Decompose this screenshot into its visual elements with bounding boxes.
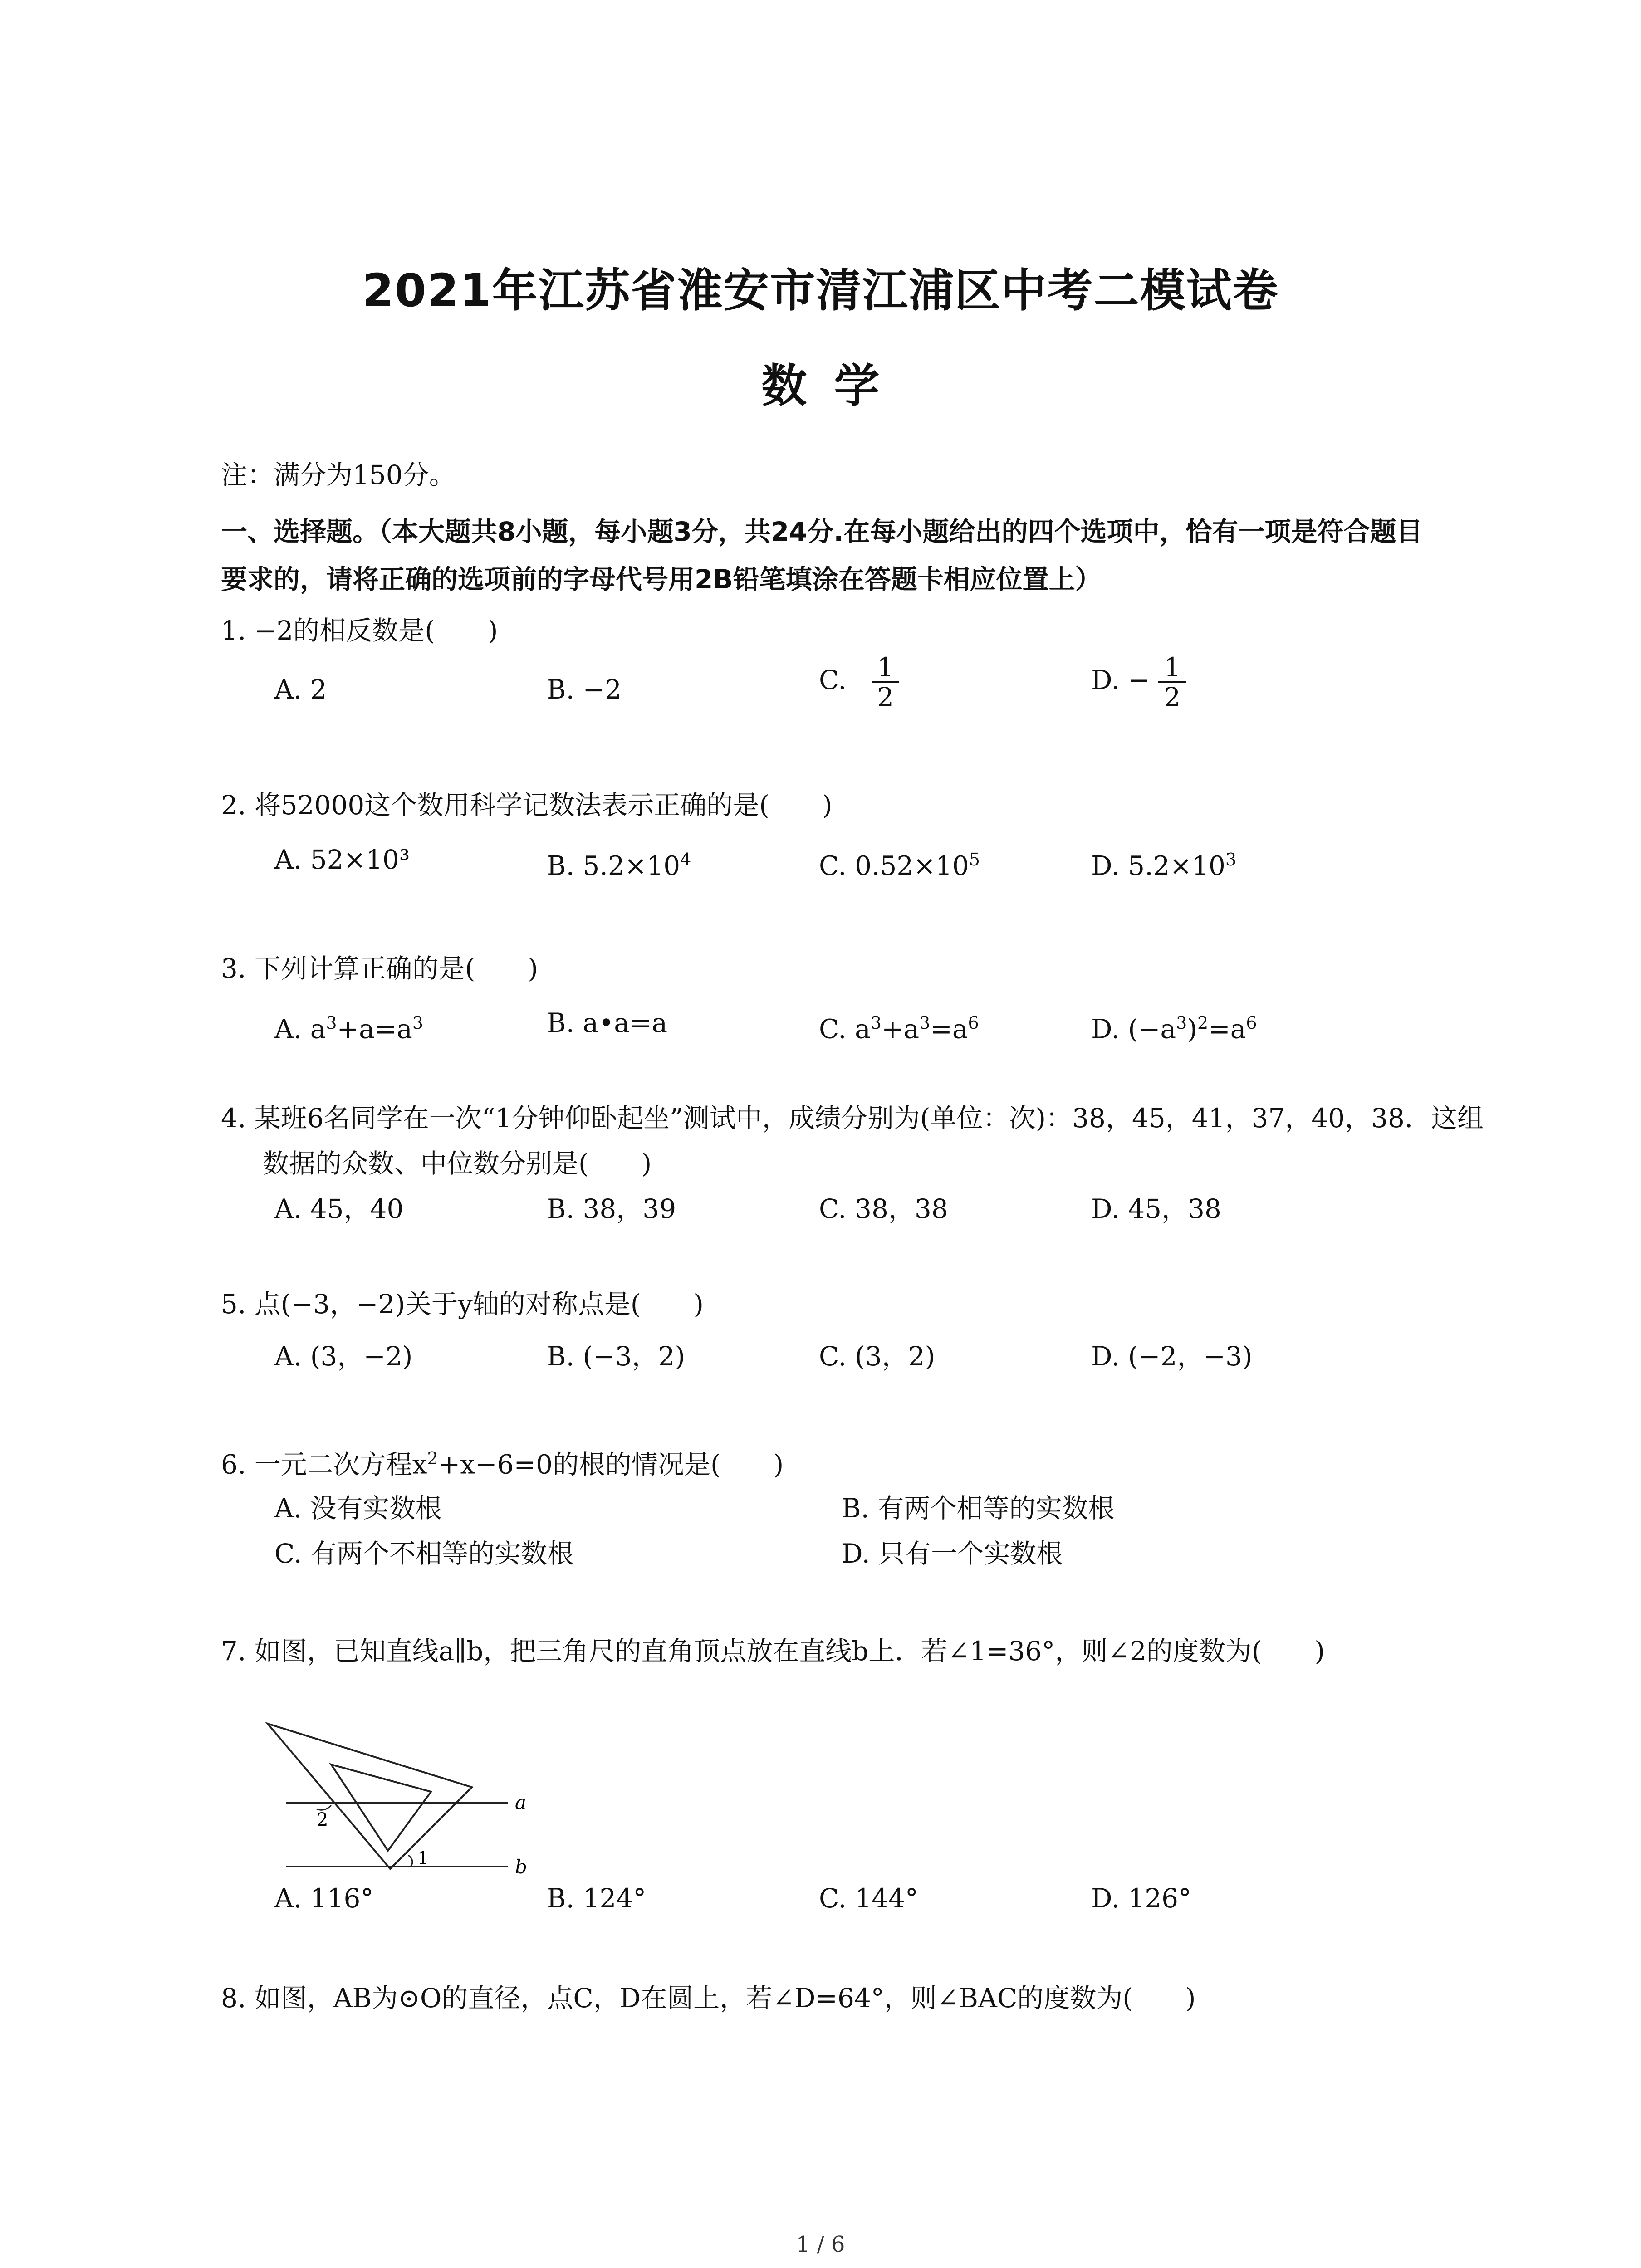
q6-stem [221, 1436, 784, 1487]
q7-inner-triangle [331, 1765, 431, 1851]
q1-option-a: A. 2 [274, 674, 327, 705]
q6-stem-part1: 6. 一元二次方程x [221, 1449, 427, 1480]
q1-option-c-fraction [872, 653, 899, 711]
q7-option-a: A. 116° [274, 1883, 374, 1914]
q1-c-numerator: 1 [872, 653, 899, 683]
q2-b-base: B. 5.2×10 [547, 850, 681, 881]
q7-outer-triangle [268, 1724, 472, 1869]
subject-title: 数学 [761, 359, 907, 412]
score-note: 注：满分为150分。 [221, 459, 456, 490]
q1-option-b: B. −2 [547, 674, 622, 705]
q4-option-d: D. 45，38 [1091, 1193, 1221, 1224]
q7-triangle-figure [263, 1715, 572, 1882]
q8-stem: 8. 如图，AB为⊙O的直径，点C，D在圆上，若∠D=64°，则∠BAC的度数为( ) [221, 1983, 1196, 2014]
q6-option-b: B. 有两个相等的实数根 [842, 1493, 1115, 1524]
q3-d-exp1: 3 [1176, 1013, 1187, 1033]
q3-a-exp2: 3 [412, 1013, 424, 1033]
q1-option-d [1091, 653, 1186, 711]
q5-option-a: A. (3，−2) [274, 1341, 413, 1372]
q3-c-part1: C. a [819, 1013, 871, 1045]
q1-option-c [819, 653, 899, 711]
q7-option-b: B. 124° [547, 1883, 647, 1914]
q3-d-part2: ) [1187, 1013, 1197, 1045]
q1-option-d-fraction [1158, 653, 1186, 711]
q1-c-denominator: 2 [877, 682, 894, 713]
q2-b-exponent: 4 [680, 850, 691, 870]
q6-option-c: C. 有两个不相等的实数根 [274, 1538, 574, 1569]
q5-option-c: C. (3，2) [819, 1341, 936, 1372]
q4-stem: 4. 某班6名同学在一次“1分钟仰卧起坐”测试中，成绩分别为(单位：次)：38，45，41，37，40，38．这组数据的众数、中位数分别是( ) [221, 1103, 1484, 1179]
q2-stem: 2. 将52000这个数用科学记数法表示正确的是( ) [221, 790, 833, 821]
q1-d-numerator: 1 [1158, 653, 1186, 683]
q3-d-exp2: 2 [1197, 1013, 1209, 1033]
q2-d-base: D. 5.2×10 [1091, 850, 1225, 881]
q4-option-b: B. 38，39 [547, 1193, 676, 1224]
q1-stem: 1. −2的相反数是( ) [221, 615, 498, 646]
section-heading: 一、选择题。（本大题共8小题，每小题3分，共24分.在每小题给出的四个选项中，恰有一项是符合题目要求的，请将正确的选项前的字母代号用2B铅笔填涂在答题卡相应位置上） [221, 516, 1423, 595]
q3-option-b: B. a•a=a [547, 1007, 668, 1038]
page-number: 1 / 6 [796, 2232, 845, 2257]
q3-d-part1: D. (−a [1091, 1013, 1176, 1045]
q3-stem: 3. 下列计算正确的是( ) [221, 953, 539, 984]
q1-d-denominator: 2 [1164, 682, 1181, 713]
q3-c-exp2: 3 [919, 1013, 931, 1033]
q4-option-c: C. 38，38 [819, 1193, 948, 1224]
q5-stem: 5. 点(−3，−2)关于y轴的对称点是( ) [221, 1289, 704, 1320]
q3-a-part1: A. a [274, 1013, 326, 1045]
q6-option-a: A. 没有实数根 [274, 1493, 442, 1524]
q2-option-c [819, 841, 980, 884]
q3-option-c [819, 1005, 979, 1047]
q7-option-c: C. 144° [819, 1883, 918, 1914]
q4-option-a: A. 45，40 [274, 1193, 404, 1224]
q3-d-exp3: 6 [1246, 1013, 1257, 1033]
q2-c-exponent: 5 [969, 850, 980, 870]
q7-angle-1-arc [408, 1855, 412, 1867]
q7-stem: 7. 如图，已知直线a∥b，把三角尺的直角顶点放在直线b上．若∠1=36°，则∠2的度数为( ) [221, 1636, 1325, 1667]
q7-label-angle-1: 1 [417, 1848, 429, 1869]
q2-option-a: A. 52×10³ [274, 844, 410, 875]
q3-option-d [1091, 1005, 1257, 1047]
q3-a-exp1: 3 [326, 1013, 337, 1033]
q3-c-part2: +a [881, 1013, 920, 1045]
q3-d-part3: =a [1208, 1013, 1246, 1045]
q1-option-d-label: D. − [1091, 665, 1150, 696]
q5-option-b: B. (−3，2) [547, 1341, 686, 1372]
q7-label-b: b [515, 1856, 527, 1878]
q1-option-c-label: C. [819, 665, 847, 696]
q3-c-part3: =a [930, 1013, 968, 1045]
q7-label-angle-2: 2 [317, 1809, 328, 1830]
q2-option-b [547, 841, 691, 884]
q6-option-d: D. 只有一个实数根 [842, 1538, 1063, 1569]
q3-c-exp1: 3 [870, 1013, 882, 1033]
q3-c-exp3: 6 [968, 1013, 979, 1033]
page-title: 2021年江苏省淮安市清江浦区中考二模试卷 [362, 264, 1279, 317]
q5-option-d: D. (−2，−3) [1091, 1341, 1253, 1372]
q3-option-a [274, 1005, 423, 1047]
q2-d-exponent: 3 [1225, 850, 1237, 870]
q6-stem-exponent: 2 [427, 1448, 438, 1468]
q6-stem-part2: +x−6=0的根的情况是( ) [438, 1449, 784, 1480]
q7-label-a: a [515, 1791, 527, 1813]
q2-c-base: C. 0.52×10 [819, 850, 969, 881]
q3-a-part2: +a=a [337, 1013, 412, 1045]
q2-option-d [1091, 841, 1236, 884]
q7-option-d: D. 126° [1091, 1883, 1192, 1914]
